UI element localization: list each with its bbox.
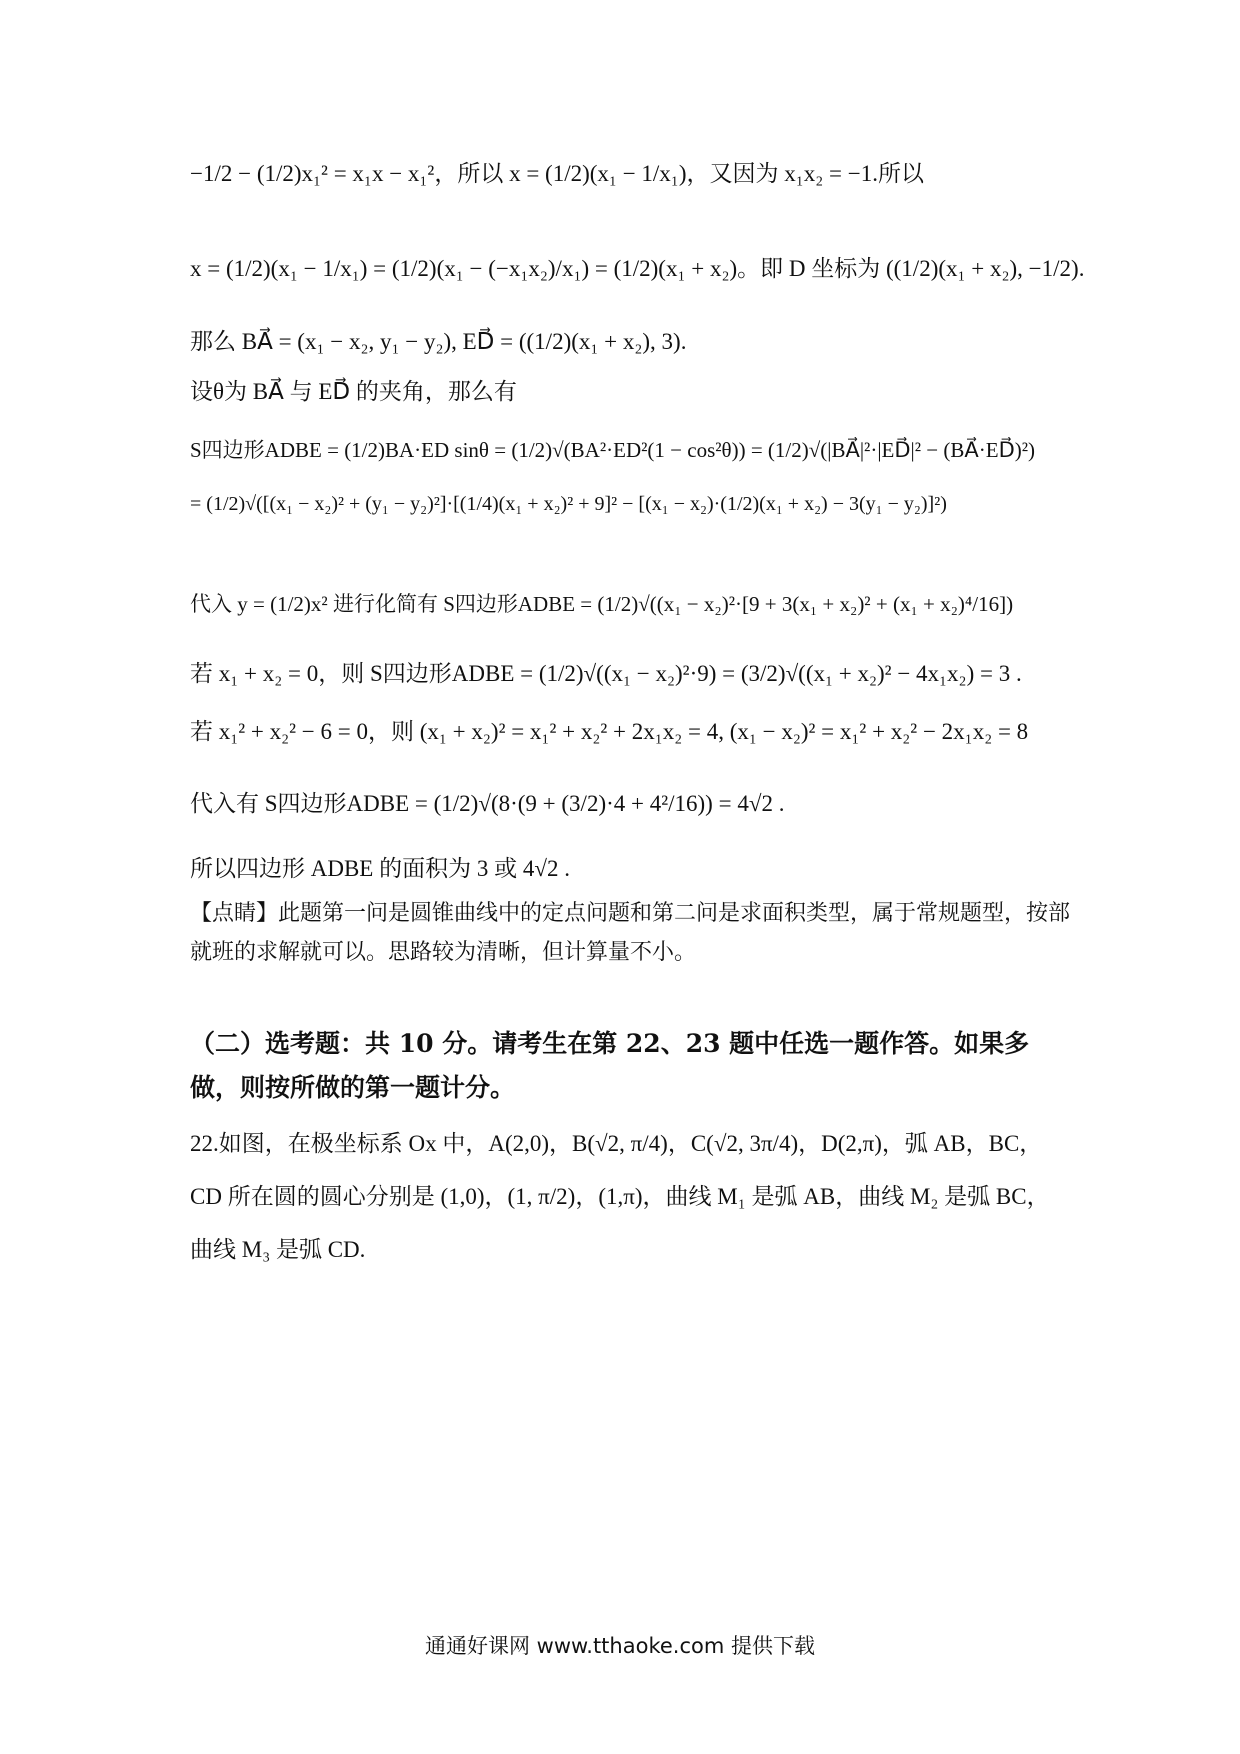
solution-line-1: −1/2 − (1/2)x₁² = x₁x − x₁²，所以 x = (1/2)(x₁ − 1/x₁)，又因为 x₁x₂ = −1.所以 bbox=[190, 161, 924, 186]
solution-line-2: x = (1/2)(x₁ − 1/x₁) = (1/2)(x₁ − (−x₁x₂)/x₁) = (1/2)(x₁ + x₂)。即 D 坐标为 ((1/2)(x₁ + x₂), −1/2). bbox=[190, 256, 1085, 281]
solution-line-7: 代入 y = (1/2)x² 进行化简有 S四边形ADBE = (1/2)√((x₁ − x₂)²·[9 + 3(x₁ + x₂)² + (x₁ + x₂)⁴/16]) bbox=[190, 592, 1014, 616]
solution-line-8: 若 x₁ + x₂ = 0，则 S四边形ADBE = (1/2)√((x₁ − x₂)²·9) = (3/2)√((x₁ + x₂)² − 4x₁x₂) = 3 . bbox=[190, 661, 1022, 686]
solution-line-3: 那么 BA⃗ = (x₁ − x₂, y₁ − y₂), ED⃗ = ((1/2)(x₁ + x₂), 3). bbox=[190, 329, 687, 354]
section-heading: （二）选考题：共 10 分。请考生在第 22、23 题中任选一题作答。如果多做，则按所做的第一题计分。 bbox=[190, 1029, 1030, 1102]
question-22: 22.如图，在极坐标系 Ox 中，A(2,0)，B(√2, π/4)，C(√2, 3π/4)，D(2,π)，弧 AB，BC，CD 所在圆的圆心分别是 (1,0)，(1, π/2)，(1,π)，曲线 M₁ 是弧 AB，曲线 M₂ 是弧 BC，曲线 M₃ 是弧 CD. bbox=[190, 1131, 1050, 1262]
solution-line-11: 所以四边形 ADBE 的面积为 3 或 4√2 . bbox=[190, 856, 570, 881]
tip-paragraph: 【点睛】此题第一问是圆锥曲线中的定点问题和第二问是求面积类型，属于常规题型，按部就班的求解就可以。思路较为清晰，但计算量不小。 bbox=[190, 901, 1071, 965]
solution-line-9: 若 x₁² + x₂² − 6 = 0，则 (x₁ + x₂)² = x₁² + x₂² + 2x₁x₂ = 4, (x₁ − x₂)² = x₁² + x₂² − 2x₁x₂ = 8 bbox=[190, 719, 1029, 744]
solution-line-6: = (1/2)√([(x₁ − x₂)² + (y₁ − y₂)²]·[(1/4)(x₁ + x₂)² + 9]² − [(x₁ − x₂)·(1/2)(x₁ + x₂) − 3(y₁ − y₂)]²) bbox=[190, 493, 947, 515]
page-footer: 通通好课网 www.tthaoke.com 提供下载 bbox=[425, 1634, 815, 1658]
solution-line-4: 设θ为 BA⃗ 与 ED⃗ 的夹角，那么有 bbox=[190, 379, 517, 404]
solution-line-5: S四边形ADBE = (1/2)BA·ED sinθ = (1/2)√(BA²·ED²(1 − cos²θ)) = (1/2)√(|BA⃗|²·|ED⃗|² − (BA⃗·ED⃗)²) bbox=[190, 438, 1036, 462]
solution-line-10: 代入有 S四边形ADBE = (1/2)√(8·(9 + (3/2)·4 + 4²/16)) = 4√2 . bbox=[190, 791, 785, 816]
